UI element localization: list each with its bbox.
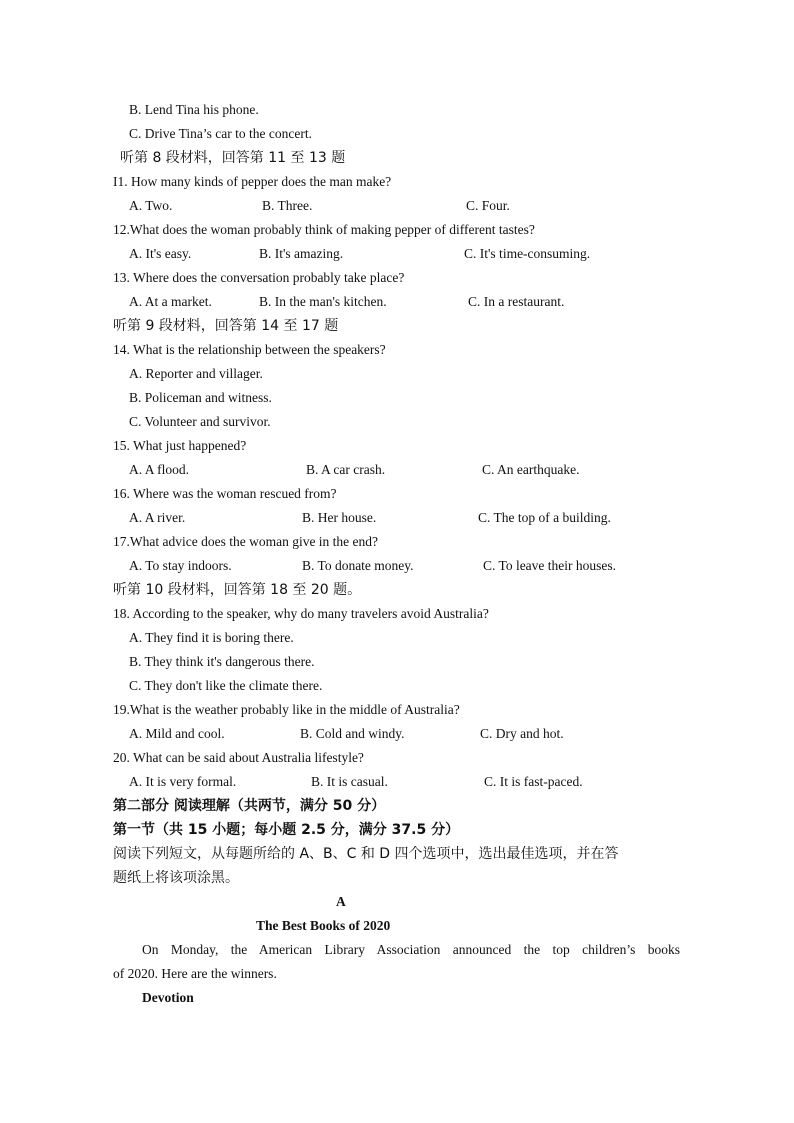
option-b: B. Policeman and witness. — [129, 390, 272, 405]
question-stem: 18. According to the speaker, why do many travelers avoid Australia? — [113, 606, 489, 621]
section-title: 第一节（共 15 小题；每小题 2.5 分，满分 37.5 分） — [113, 822, 460, 838]
book-subhead: Devotion — [142, 990, 194, 1005]
option-b: B. Her house. — [302, 510, 377, 525]
option-a: A. Reporter and villager. — [129, 366, 263, 381]
question-stem: 13. Where does the conversation probably take place? — [113, 270, 405, 285]
option-c: C. It is fast-paced. — [484, 774, 583, 789]
option-b: B. Cold and windy. — [300, 726, 405, 741]
option-b: B. Three. — [262, 198, 313, 213]
option-b: B. In the man's kitchen. — [259, 294, 387, 309]
option-a: A. Mild and cool. — [129, 726, 225, 741]
option-b: B. To donate money. — [302, 558, 414, 573]
question-stem: 12.What does the woman probably think of making pepper of different tastes? — [113, 222, 535, 237]
question-stem: 16. Where was the woman rescued from? — [113, 486, 337, 501]
passage-title: The Best Books of 2020 — [256, 918, 391, 933]
option-a: A. To stay indoors. — [129, 558, 232, 573]
option-b: B. They think it's dangerous there. — [129, 654, 315, 669]
option-c: C. To leave their houses. — [483, 558, 617, 573]
option-b: B. It's amazing. — [259, 246, 344, 261]
option-a: A. A river. — [129, 510, 186, 525]
question-stem: 17.What advice does the woman give in the end? — [113, 534, 379, 549]
instructions-line-2: 题纸上将该项涂黑。 — [113, 870, 239, 886]
option-c: C. It's time-consuming. — [464, 246, 591, 261]
option-c: C. In a restaurant. — [468, 294, 565, 309]
question-stem: 20. What can be said about Australia lifestyle? — [113, 750, 364, 765]
option-b: B. A car crash. — [306, 462, 386, 477]
option-c: C. An earthquake. — [482, 462, 580, 477]
option-c: C. Volunteer and survivor. — [129, 414, 271, 429]
option-a: A. A flood. — [129, 462, 190, 477]
section-header: 听第 9 段材料，回答第 14 至 17 题 — [113, 318, 339, 334]
option-c: C. The top of a building. — [478, 510, 611, 525]
option-c: C. Dry and hot. — [480, 726, 564, 741]
option-a: A. It is very formal. — [129, 774, 237, 789]
passage-letter: A — [336, 894, 346, 909]
option-a: A. They find it is boring there. — [129, 630, 294, 645]
option-c: C. Drive Tina’s car to the concert. — [129, 126, 312, 141]
paragraph-line: of 2020. Here are the winners. — [113, 966, 277, 981]
option-a: A. It's easy. — [129, 246, 192, 261]
option-b: B. Lend Tina his phone. — [129, 102, 259, 117]
question-stem: 19.What is the weather probably like in the middle of Australia? — [113, 702, 460, 717]
section-header: 听第 8 段材料，回答第 11 至 13 题 — [120, 150, 346, 166]
question-stem: 15. What just happened? — [113, 438, 247, 453]
option-a: A. Two. — [129, 198, 173, 213]
option-c: C. They don't like the climate there. — [129, 678, 323, 693]
paragraph-line: On Monday, the American Library Association announced the top children’s books — [142, 942, 680, 957]
option-b: B. It is casual. — [311, 774, 388, 789]
section-header: 听第 10 段材料，回答第 18 至 20 题。 — [113, 582, 362, 598]
instructions-line-1: 阅读下列短文，从每题所给的 A、B、C 和 D 四个选项中，选出最佳选项，并在答 — [113, 846, 619, 862]
part-title: 第二部分 阅读理解（共两节，满分 50 分） — [113, 798, 386, 814]
question-stem: 14. What is the relationship between the speakers? — [113, 342, 386, 357]
option-a: A. At a market. — [129, 294, 212, 309]
option-c: C. Four. — [466, 198, 510, 213]
question-stem: I1. How many kinds of pepper does the man make? — [113, 174, 392, 189]
